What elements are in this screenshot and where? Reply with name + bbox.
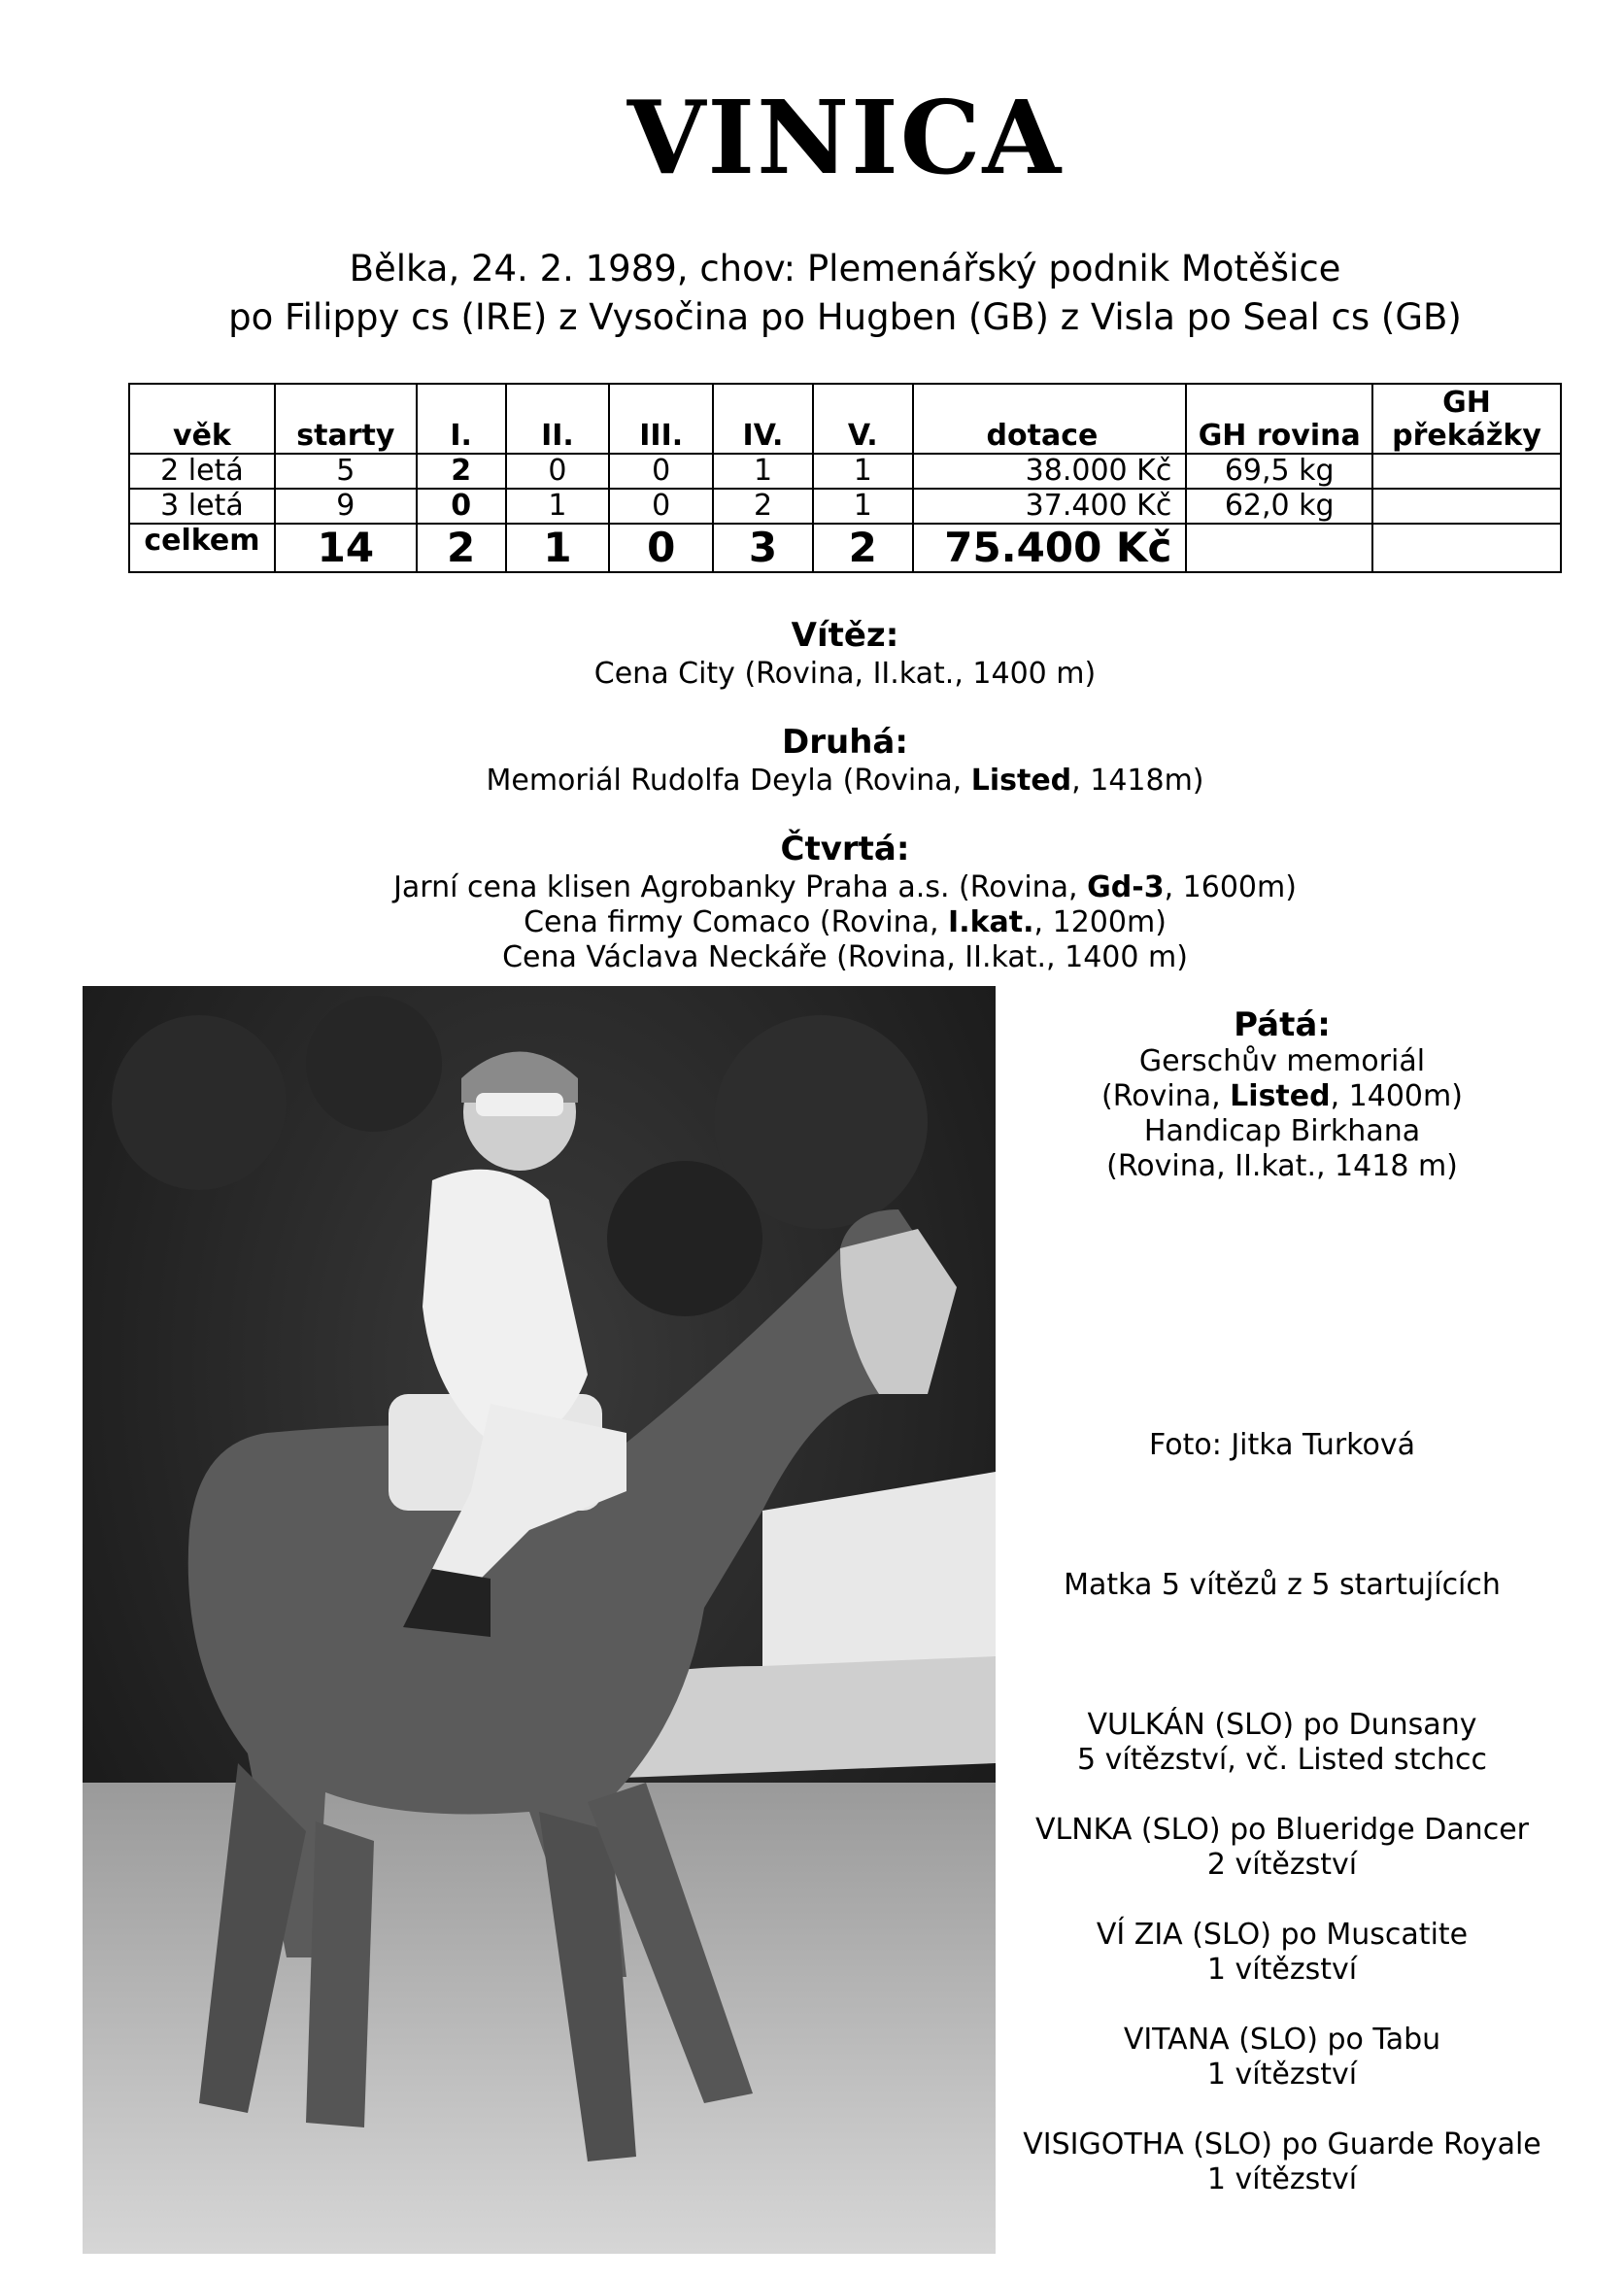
offspring-name: VÍ ZIA (SLO) po Muscatite [1096, 1918, 1469, 1952]
horse-name-title: VINICA [626, 78, 1064, 197]
header-cell: V. [813, 384, 913, 454]
cell: 0 [609, 524, 713, 572]
cell: 1 [506, 524, 610, 572]
horse-rider-photo-icon [83, 986, 996, 2254]
cell: 2 [713, 489, 813, 524]
cell: 1 [713, 454, 813, 489]
header-cell: GH překážky [1372, 384, 1561, 454]
offspring-name: VISIGOTHA (SLO) po Guarde Royale [1023, 2127, 1541, 2161]
cell: 62,0 kg [1186, 489, 1372, 524]
second-section [0, 721, 1624, 799]
cell: 0 [417, 489, 506, 524]
header-cell: IV. [713, 384, 813, 454]
race-entry: (Rovina, II.kat., 1418 m) [1106, 1149, 1458, 1183]
cell: 3 letá [129, 489, 275, 524]
offspring-entry [1010, 1918, 1554, 1988]
offspring-note: 1 vítězství [1206, 2162, 1358, 2196]
offspring-note: 1 vítězství [1206, 2058, 1358, 2092]
cell: 0 [609, 489, 713, 524]
table-total-row [129, 524, 1561, 572]
photo-credit: Foto: Jitka Turková [1149, 1428, 1415, 1462]
offspring-entry [1010, 2127, 1554, 2197]
cell: 9 [275, 489, 417, 524]
section-heading: Pátá: [1234, 1005, 1331, 1044]
cell [1186, 524, 1372, 572]
cell: 1 [813, 454, 913, 489]
race-stats-table [128, 383, 1562, 573]
table-header-row [129, 384, 1561, 454]
fifth-section [1010, 1005, 1554, 1184]
header-cell: II. [506, 384, 610, 454]
table-row [129, 454, 1561, 489]
cell: 14 [275, 524, 417, 572]
cell: 2 [813, 524, 913, 572]
cell: 2 letá [129, 454, 275, 489]
horse-photo [83, 986, 996, 2254]
cell: 1 [813, 489, 913, 524]
header-cell: starty [275, 384, 417, 454]
race-entry: Gerschův memoriál [1138, 1044, 1426, 1078]
offspring-note: 2 vítězství [1206, 1848, 1358, 1882]
pedigree-line: po Filippy cs (IRE) z Vysočina po Hugben (GB) z Visla po Seal cs (GB) [228, 296, 1462, 338]
cell: 2 [417, 454, 506, 489]
cell [1372, 454, 1561, 489]
offspring-name: VLNKA (SLO) po Blueridge Dancer [1035, 1813, 1529, 1847]
section-heading: Čtvrtá: [780, 830, 910, 868]
cell: 69,5 kg [1186, 454, 1372, 489]
offspring-note: 5 vítězství, vč. Listed stchcc [1077, 1743, 1487, 1777]
cell [1372, 524, 1561, 572]
race-entry: Jarní cena klisen Agrobanky Praha a.s. (Rovina, Gd-3, 1600m) [393, 870, 1297, 904]
cell [1372, 489, 1561, 524]
section-heading: Vítěz: [791, 616, 899, 655]
offspring-entry [1010, 1813, 1554, 1883]
offspring-entry [1010, 2023, 1554, 2093]
offspring-entry [1010, 1708, 1554, 1778]
dam-summary: Matka 5 vítězů z 5 startujících [1064, 1568, 1501, 1602]
race-entry: Cena City (Rovina, II.kat., 1400 m) [593, 657, 1097, 691]
section-heading: Druhá: [782, 723, 908, 762]
race-entry: Memoriál Rudolfa Deyla (Rovina, Listed, 1418m) [486, 764, 1204, 798]
cell: 37.400 Kč [913, 489, 1187, 524]
header-cell: věk [129, 384, 275, 454]
cell: celkem [129, 524, 275, 572]
header-cell: I. [417, 384, 506, 454]
table-row [129, 489, 1561, 524]
cell: 38.000 Kč [913, 454, 1187, 489]
cell: 3 [713, 524, 813, 572]
offspring-name: VITANA (SLO) po Tabu [1123, 2023, 1441, 2057]
offspring-name: VULKÁN (SLO) po Dunsany [1087, 1708, 1477, 1742]
cell: 1 [506, 489, 610, 524]
race-entry: Cena firmy Comaco (Rovina, I.kat., 1200m) [524, 905, 1167, 939]
cell: 0 [609, 454, 713, 489]
header-cell: GH rovina [1186, 384, 1372, 454]
cell: 75.400 Kč [913, 524, 1187, 572]
race-entry: (Rovina, Listed, 1400m) [1101, 1079, 1463, 1113]
cell: 5 [275, 454, 417, 489]
race-entry: Handicap Birkhana [1143, 1114, 1421, 1148]
winner-section [0, 614, 1624, 692]
fourth-section [0, 828, 1624, 975]
race-entry: Cena Václava Neckáře (Rovina, II.kat., 1400 m) [502, 940, 1188, 974]
birth-breeder-line: Bělka, 24. 2. 1989, chov: Plemenářský podnik Motěšice [349, 248, 1341, 289]
header-cell: dotace [913, 384, 1187, 454]
cell: 0 [506, 454, 610, 489]
cell: 2 [417, 524, 506, 572]
offspring-note: 1 vítězství [1206, 1953, 1358, 1987]
header-cell: III. [609, 384, 713, 454]
